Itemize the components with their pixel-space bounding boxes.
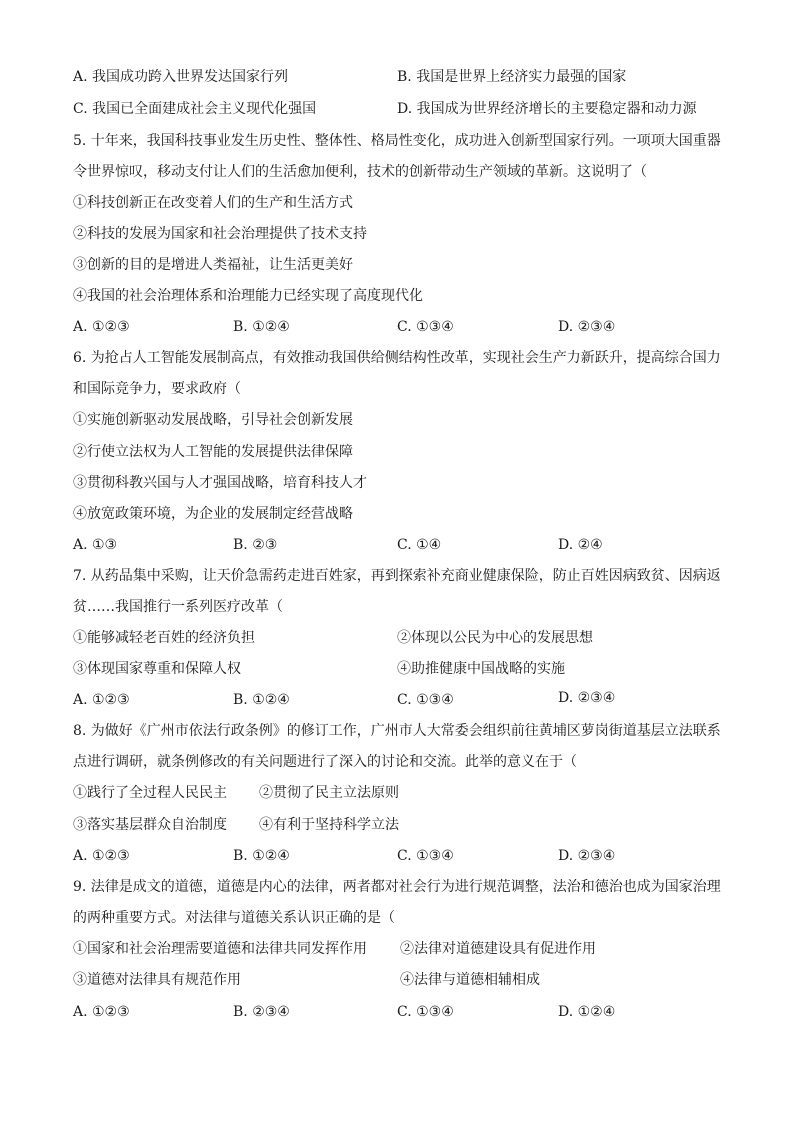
q8-option-c: C. ①③④ (397, 848, 454, 864)
q5-item-3: ③创新的目的是增进人类福祉，让生活更美好 (73, 257, 353, 273)
q7-stem-line2: 贫……我国推行一系列医疗改革（ (73, 599, 283, 615)
q9-item-4: ④法律与道德相辅相成 (400, 972, 540, 988)
q6-option-c: C. ①④ (397, 537, 442, 553)
q7-option-a: A. ①②③ (73, 692, 130, 708)
q5-option-d: D. ②③④ (558, 319, 616, 335)
q6-option-b: B. ②③ (233, 537, 278, 553)
q4-option-d: D. 我国成为世界经济增长的主要稳定器和动力源 (397, 101, 697, 117)
q6-option-a: A. ①③ (73, 537, 118, 553)
q6-item-1: ①实施创新驱动发展战略，引导社会创新发展 (73, 412, 353, 428)
q6-item-3: ③贯彻科教兴国与人才强国战略，培育科技人才 (73, 475, 367, 491)
q6-stem-line2: 和国际竞争力，要求政府（ (73, 381, 241, 397)
q9-item-3: ③道德对法律具有规范作用 (73, 972, 241, 988)
q7-item-4: ④助推健康中国战略的实施 (397, 661, 565, 677)
q5-item-4: ④我国的社会治理体系和治理能力已经实现了高度现代化 (73, 288, 423, 304)
q7-option-b: B. ①②④ (233, 692, 290, 708)
q7-item-3: ③体现国家尊重和保障人权 (73, 661, 241, 677)
q8-item-2: ②贯彻了民主立法原则 (259, 785, 399, 801)
q6-option-d: D. ②④ (558, 537, 603, 553)
q8-item-1: ①践行了全过程人民民主 (73, 785, 227, 801)
q7-option-d: D. ②③④ (558, 690, 616, 706)
q9-item-1: ①国家和社会治理需要道德和法律共同发挥作用 (73, 941, 367, 957)
q8-item-4: ④有利于坚持科学立法 (259, 817, 399, 833)
q4-option-c: C. 我国已全面建成社会主义现代化强国 (73, 101, 317, 117)
q4-option-a: A. 我国成功跨入世界发达国家行列 (73, 69, 289, 85)
q5-stem-line1: 5. 十年来，我国科技事业发生历史性、整体性、格局性变化，成功进入创新型国家行列。一项项大国重器 (73, 133, 721, 149)
q9-option-b: B. ②③④ (233, 1004, 290, 1020)
q5-item-1: ①科技创新正在改变着人们的生产和生活方式 (73, 195, 353, 211)
q7-stem-line1: 7. 从药品集中采购，让天价急需药走进百姓家，再到探索补充商业健康保险，防止百姓因病致贫、因病返 (73, 568, 721, 584)
q9-item-2: ②法律对道德建设具有促进作用 (400, 941, 596, 957)
q9-option-c: C. ①③④ (397, 1004, 454, 1020)
q8-stem-line1: 8. 为做好《广州市依法行政条例》的修订工作，广州市人大常委会组织前往黄埔区萝岗街道基层立法联系 (73, 723, 721, 739)
q6-stem-line1: 6. 为抢占人工智能发展制高点，有效推动我国供给侧结构性改革，实现社会生产力新跃升，提高综合国力 (73, 350, 721, 366)
q9-stem-line1: 9. 法律是成文的道德，道德是内心的法律，两者都对社会行为进行规范调整，法治和德治也成为国家治理 (73, 879, 721, 895)
q5-option-a: A. ①②③ (73, 319, 130, 335)
q5-option-c: C. ①③④ (397, 319, 454, 335)
q7-item-2: ②体现以公民为中心的发展思想 (397, 630, 593, 646)
q9-option-a: A. ①②③ (73, 1004, 130, 1020)
q8-item-3: ③落实基层群众自治制度 (73, 817, 227, 833)
q9-stem-line2: 的两种重要方式。对法律与道德关系认识正确的是（ (73, 910, 395, 926)
q8-option-a: A. ①②③ (73, 848, 130, 864)
q7-option-c: C. ①③④ (397, 692, 454, 708)
q5-option-b: B. ①②④ (233, 319, 290, 335)
q5-stem-line2: 令世界惊叹，移动支付让人们的生活愈加便利，技术的创新带动生产领域的革新。这说明了（ (73, 164, 647, 180)
q5-item-2: ②科技的发展为国家和社会治理提供了技术支持 (73, 226, 367, 242)
q4-option-b: B. 我国是世界上经济实力最强的国家 (397, 69, 627, 85)
q6-item-2: ②行使立法权为人工智能的发展提供法律保障 (73, 444, 353, 460)
q8-option-b: B. ①②④ (233, 848, 290, 864)
q9-option-d: D. ①②④ (558, 1004, 616, 1020)
q8-stem-line2: 点进行调研，就条例修改的有关问题进行了深入的讨论和交流。此举的意义在于（ (73, 754, 577, 770)
q7-item-1: ①能够减轻老百姓的经济负担 (73, 630, 255, 646)
q6-item-4: ④放宽政策环境，为企业的发展制定经营战略 (73, 506, 353, 522)
q8-option-d: D. ②③④ (558, 848, 616, 864)
